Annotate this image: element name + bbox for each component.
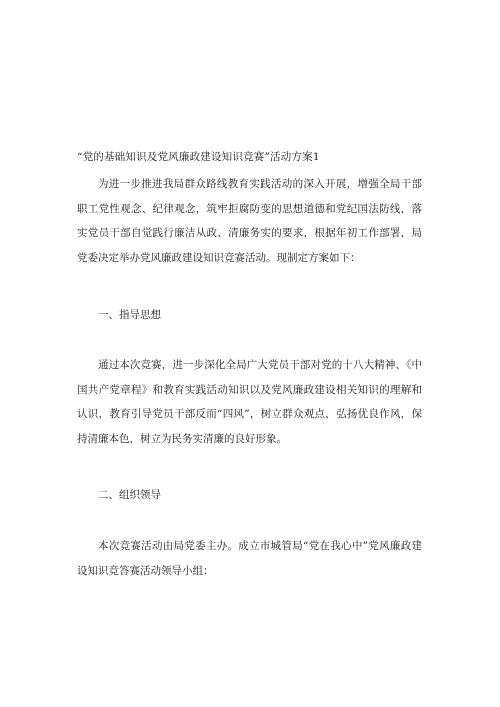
document-title: “党的基础知识及党风廉政建设知识竞赛”活动方案1 bbox=[77, 151, 320, 163]
section-body-organization: 本次竞赛活动由局党委主办。成立市城管局“党在我心中”党风廉政建设知识竞答赛活动领导小组： bbox=[77, 540, 422, 577]
section-heading-organization: 二、组织领导 bbox=[98, 489, 161, 501]
section-heading-guiding-ideology: 一、指导思想 bbox=[98, 309, 161, 321]
intro-paragraph: 为进一步推进我局群众路线教育实践活动的深入开展，增强全局干部职工党性观念、纪律观念，筑牢拒腐防变的思想道德和党纪国法防线，落实党员干部自觉践行廉洁从政、清廉务实的要求，根据年初工作部署，局党委决定举办党风廉政建设知识竞赛活动。现制定方案如下： bbox=[77, 178, 422, 264]
section-body-guiding-ideology: 通过本次竞赛，进一步深化全局广大党员干部对党的十八大精神、《中国共产党章程》和教育实践活动知识以及党风廉政建设相关知识的理解和认识，教育引导党员干部反而“四风”，树立群众观点，弘扬优良作风，保持清廉本色，树立为民务实清廉的良好形象。 bbox=[77, 359, 422, 445]
